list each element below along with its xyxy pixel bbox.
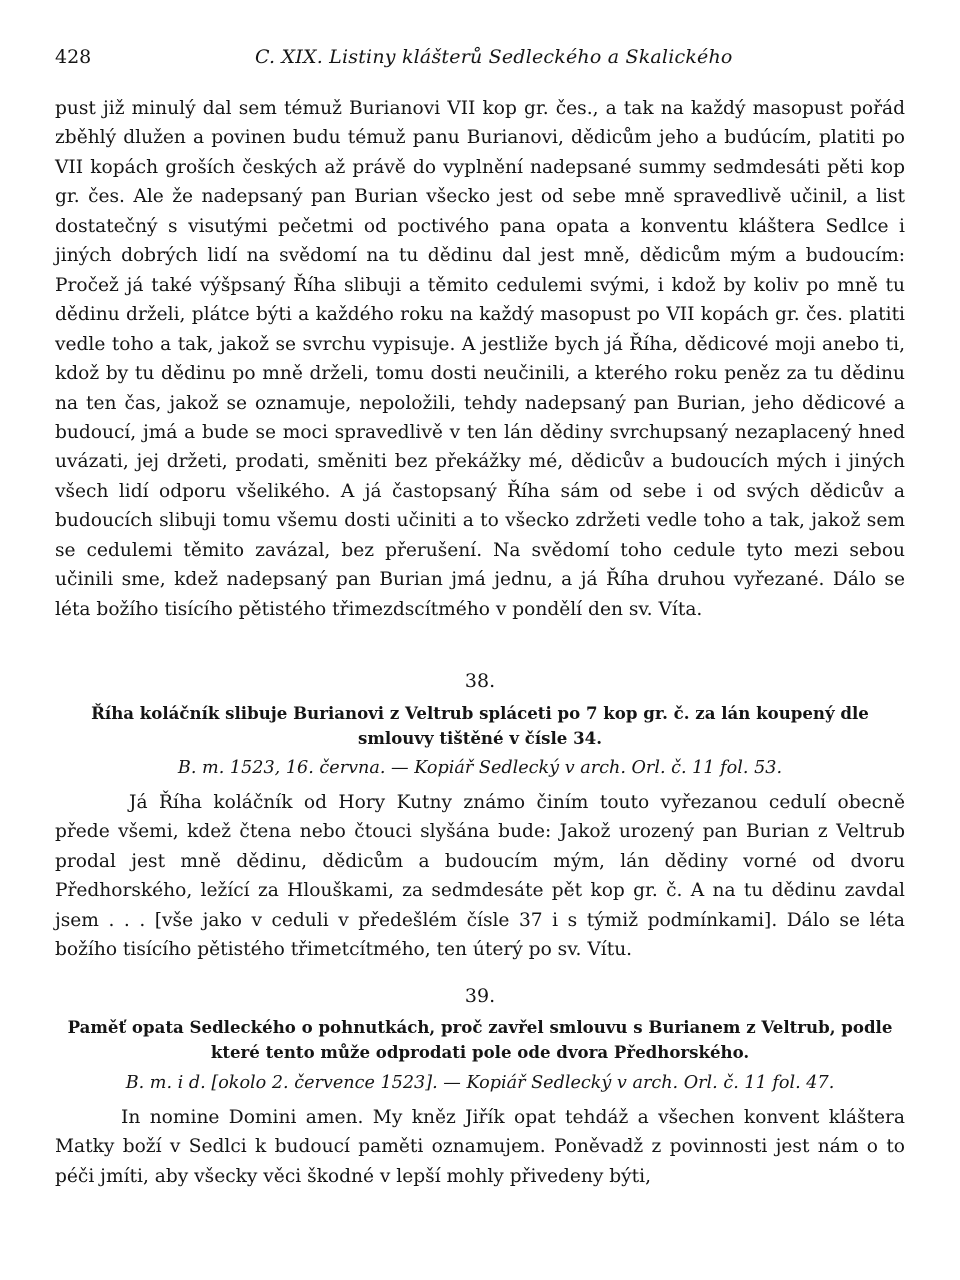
document-regest-38: Říha koláčník slibuje Burianovi z Veltrub spláceti po 7 kop gr. č. za lán koupený dle smlouvy tištěné v čísle 34.: [91, 703, 869, 748]
running-title: C. XIX. Listiny klášterů Sedleckého a Skalického: [255, 46, 733, 68]
page-header: [55, 46, 905, 72]
document-source-38: B. m. 1523, 16. června. — Kopiář Sedlecký v arch. Orl. č. 11 fol. 53.: [177, 758, 783, 778]
document-number-39: 39.: [464, 985, 496, 1007]
page-number: 428: [55, 46, 92, 68]
document-number-38: 38.: [464, 670, 496, 692]
document-text-39: In nomine Domini amen. My kněz Jiřík opat tehdáž a všechen konvent kláštera Matky boží v Sedlci k budoucí paměti oznamujem. Poněvadž z povinnosti jest nám o to péči jmíti, aby všecky věci škodné v lepší mohly přivedeny býti,: [55, 1107, 905, 1187]
document-text-38: Já Říha koláčník od Hory Kutny známo činím touto vyřezanou cedulí obecně přede všemi, kdež čtena nebo čtouci slyšána bude: Jakož urozený pan Burian z Veltrub prodal jest mně dědinu, dědicům a budoucím mým, lán dědiny vorné od dvoru Předhorského, ležící za Hlouškami, za sedmdesáte pět kop gr. č. A na tu dědinu zavdal jsem . . . [vše jako v ceduli v předešlém čísle 37 i s týmiž podmínkami]. Dálo se léta božího tisícího pětistého třimetcítmého, ten úterý po sv. Vítu.: [55, 792, 905, 961]
continuation-paragraph: pust již minulý dal sem témuž Burianovi VII kop gr. čes., a tak na každý masopust pořád zběhlý dlužen a povinen budu témuž panu Burianovi, dědicům jeho a budúcím, platiti po VII kopách groších českých až právě do vyplnění nadepsané summy sedmdesáti pěti kop gr. čes. Ale že nadepsaný pan Burian všecko jest od sebe mně spravedlivě učinil, a list dostatečný s visutými pečetmi od poctivého pana opata a konventu kláštera Sedlce i jiných dobrých lidí na svědomí na tu dědinu dal jest mně, dědicům mým a budoucím: Pročež já také výšpsaný Říha slibuji a těmito cedulemi svými, i kdož by koliv po mně tu dědinu drželi, plátce býti a každého roku na každý masopust po VII kopách gr. čes. platiti vedle toho a tak, jakož se svrchu vypisuje. A jestliže bych já Říha, dědicové moji anebo ti, kdož by tu dědinu po mně drželi, tomu dosti neučinili, a kterého roku peněz za tu dědinu na ten čas, jakož se oznamuje, nepoložili, tehdy nadepsaný pan Burian, jeho dědicové a budoucí, jmá a bude se moci spravedlivě v ten lán dědiny svrchupsaný nezaplacený hned uvázati, jej držeti, prodati, směniti bez překážky mé, dědicův a budoucích mých i jiných všech lidí odporu všelikého. A já častopsaný Říha sám od sebe i od svých dědicův a budoucích slibuji tomu všemu dosti učiniti a to všecko zdržeti vedle toho a tak, jakož sem se cedulemi těmito zavázal, bez přerušení. Na svědomí toho cedule tyto mezi sebou učinili sme, kdež nadepsaný pan Burian jmá jednu, a já Říha druhou vyřezané. Dálo se léta božího tisícího pětistého třimezdscítmého v pondělí den sv. Víta.: [55, 98, 905, 620]
document-regest-39: Paměť opata Sedleckého o pohnutkách, proč zavřel smlouvu s Burianem z Veltrub, podle které tento může odprodati pole ode dvora Předhorského.: [67, 1017, 893, 1062]
document-source-39: B. m. i d. [okolo 2. července 1523]. — Kopiář Sedlecký v arch. Orl. č. 11 fol. 47.: [125, 1073, 835, 1093]
